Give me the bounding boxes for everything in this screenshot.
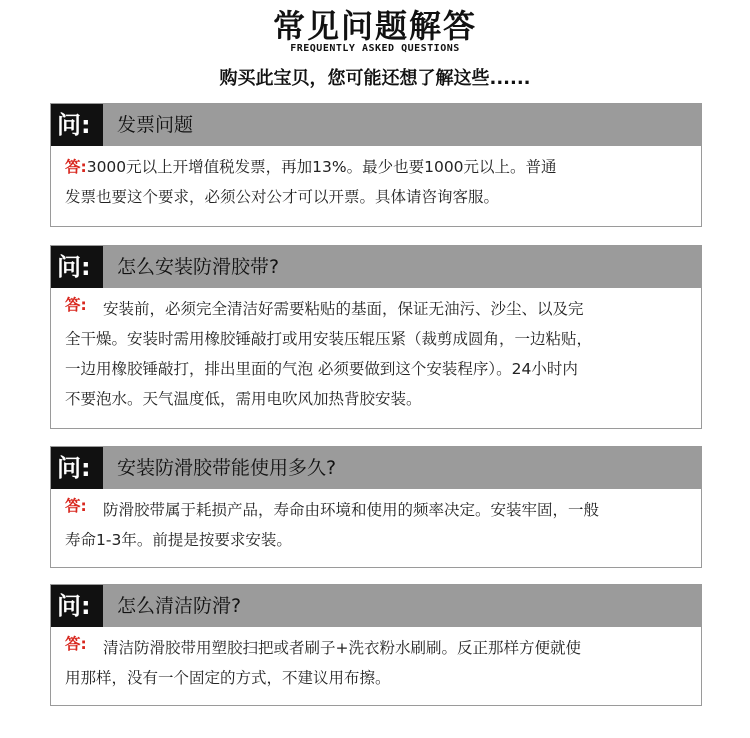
question-text: 安装防滑胶带能使用多久? <box>117 457 337 479</box>
faq-item <box>50 584 702 706</box>
question-badge: 问: <box>51 104 103 146</box>
question-badge: 问: <box>51 585 103 627</box>
question-bar <box>51 585 701 627</box>
answer-label: 答: <box>65 497 87 515</box>
answer-block <box>51 288 701 414</box>
answer-line: 寿命1-3年。前提是按要求安装。 <box>65 531 292 549</box>
answer-label: 答: <box>65 635 87 653</box>
answer-line: 不要泡水。天气温度低，需用电吹风加热背胶安装。 <box>65 390 422 408</box>
answer-block <box>51 146 701 212</box>
question-badge: 问: <box>51 246 103 288</box>
answer-label: 答: <box>65 296 87 314</box>
answer-line: 全干燥。安装时需用橡胶锤敲打或用安装压辊压紧（裁剪成圆角，一边粘贴， <box>65 330 593 348</box>
answer-line: 安装前，必须完全清洁好需要粘贴的基面，保证无油污、沙尘、以及完 <box>103 300 584 318</box>
page-tagline: 购买此宝贝，您可能还想了解这些...... <box>219 68 531 89</box>
faq-item <box>50 446 702 568</box>
question-badge: 问: <box>51 447 103 489</box>
answer-block <box>51 627 701 693</box>
page-title: 常见问题解答 <box>272 7 477 45</box>
question-text: 怎么清洁防滑? <box>117 595 242 617</box>
page-subtitle: FREQUENTLY ASKED QUESTIONS <box>290 43 460 54</box>
answer-line: 清洁防滑胶带用塑胶扫把或者刷子+洗衣粉水刷刷。反正那样方便就使 <box>103 639 581 657</box>
faq-item <box>50 103 702 227</box>
answer-line: 发票也要这个要求，必须公对公才可以开票。具体请咨询客服。 <box>65 188 500 206</box>
answer-label: 答: <box>65 158 87 176</box>
question-bar <box>51 447 701 489</box>
answer-block <box>51 489 701 555</box>
question-text: 怎么安装防滑胶带? <box>117 256 280 278</box>
answer-line: 3000元以上开增值税发票，再加13%。最少也要1000元以上。普通 <box>86 158 557 176</box>
question-bar <box>51 104 701 146</box>
answer-line: 一边用橡胶锤敲打，排出里面的气泡 必须要做到这个安装程序）。24小时内 <box>65 360 578 378</box>
faq-item <box>50 245 702 429</box>
answer-line: 防滑胶带属于耗损产品，寿命由环境和使用的频率决定。安装牢固，一般 <box>103 501 600 519</box>
answer-line: 用那样，没有一个固定的方式，不建议用布擦。 <box>65 669 391 687</box>
question-text: 发票问题 <box>117 114 194 136</box>
question-bar <box>51 246 701 288</box>
